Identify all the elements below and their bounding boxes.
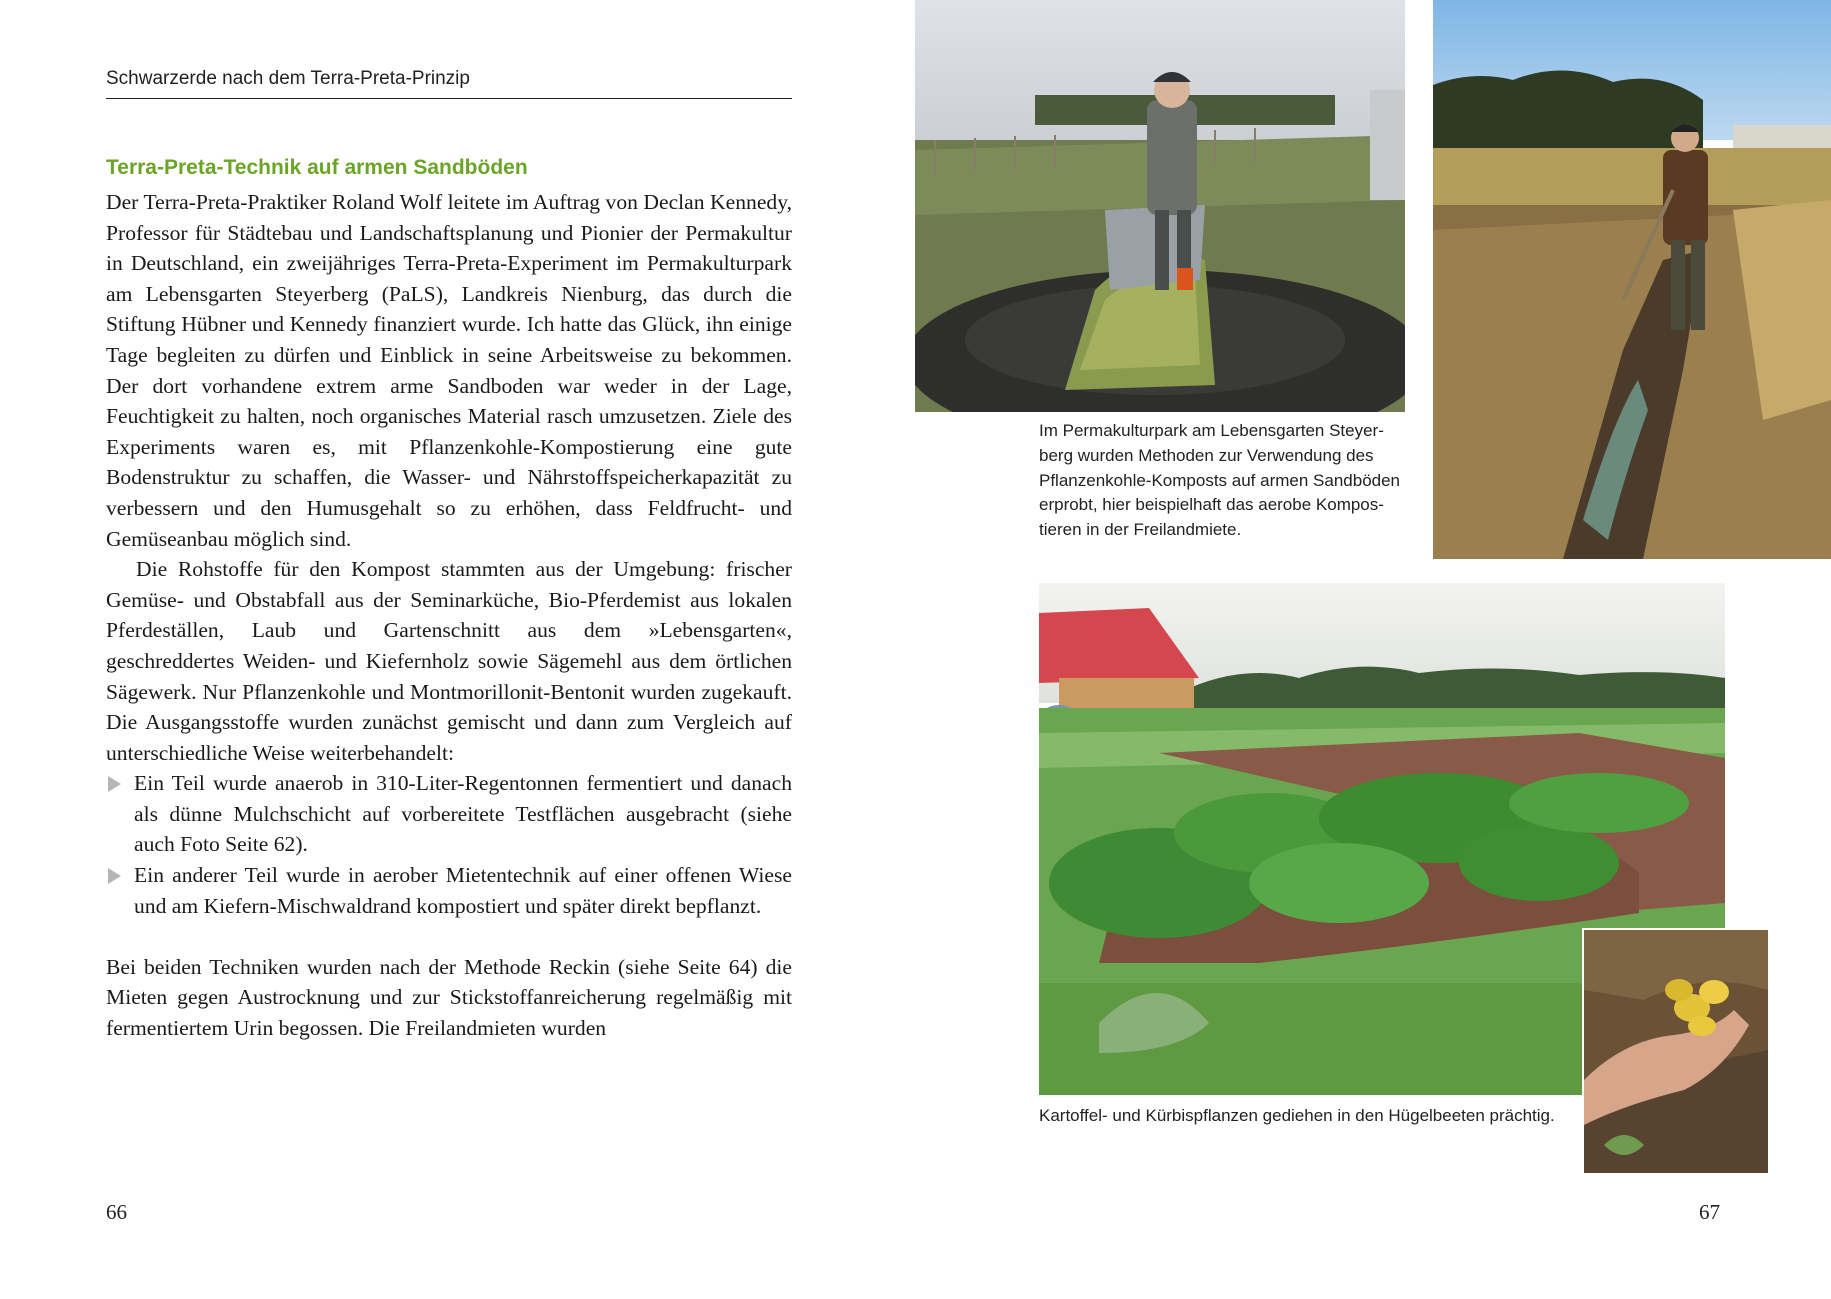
paragraph-2: Die Rohstoffe für den Kompost stammten aus der Umgebung: frischer Gemüse- und Obstabfall aus der Seminarküche, Bio-Pferdemist aus lokalen Pferdeställen, Laub und Gartenschnitt aus dem »Lebensgarten«, geschreddertes Weiden- und Kiefernholz sowie Sägemehl aus dem örtlichen Sägewerk. Nur Pflanzenkohle und Montmorillonit-Bentonit wurden zugekauft. Die Ausgangsstoffe wurden zunächst gemischt und dann zum Vergleich auf unterschiedliche Weise weiterbehandelt: [106,557,792,765]
paragraph-3: Bei beiden Techniken wurden nach der Methode Reckin (siehe Seite 64) die Mieten gegen Austrocknung und zur Stickstoffanreicherung regelmäßig mit fermentiertem Urin begossen. Die Freilandmieten wurden [106,954,792,1041]
running-head: Schwarzerde nach dem Terra-Preta-Prinzip [106,68,470,89]
page-number-right: 67 [1699,1200,1720,1224]
triangle-bullet-icon [108,776,121,792]
caption-bottom: Kartoffel- und Kürbispflanzen gediehen in den Hügelbeeten prächtig. [1039,1106,1555,1125]
photo-shoveling-compost [1433,0,1831,559]
bullet-list [106,768,792,921]
photo-wheelbarrow-compost [915,0,1405,412]
paragraph-1: Der Terra-Preta-Praktiker Roland Wolf leitete im Auftrag von Declan Kennedy, Professor für Städtebau und Landschaftsplanung und Pionier der Permakultur in Deutschland, ein zweijähriges Terra-Preta-Experiment im Permakulturpark am Lebensgarten Steyerberg (PaLS), Landkreis Nienburg, das durch die Stiftung Hübner und Kennedy finanziert wurde. Ich hatte das Glück, ihn einige Tage begleiten zu dürfen und Einblick in seine Arbeitsweise zu bekommen. Der dort vorhandene extrem arme Sandboden war weder in der Lage, Feuchtigkeit zu halten, noch organisches Material rasch umzusetzen. Ziele des Experiments waren es, mit Pflanzenkohle-Kompostierung eine gute Bodenstruktur zu schaffen, die Wasser- und Nährstoffspeicherkapazität zu verbessern und den Humusgehalt so zu erhöhen, dass Feldfrucht- und Gemüseanbau möglich sind. [106,190,792,551]
bullet-item [106,768,792,860]
section-heading: Terra-Preta-Technik auf armen Sandböden [106,156,528,179]
photo-hand-potatoes-inset [1582,928,1770,1175]
triangle-bullet-icon [108,868,121,884]
body-text-column [106,187,792,1044]
bullet-text: Ein anderer Teil wurde in aerober Mietentechnik auf einer offenen Wiese und am Kiefern-Mischwaldrand kompostiert und später direkt bepflanzt. [134,863,792,918]
bullet-item [106,860,792,921]
caption-top: Im Permakulturpark am Lebensgarten Steyerberg wurden Methoden zur Verwendung des Pflanzenkohle-Komposts auf armen Sandböden erprobt, hier beispielhaft das aerobe Kompostieren in der Freilandmiete. [1039,421,1401,540]
header-rule [106,98,792,99]
page-number-left: 66 [106,1200,127,1224]
bullet-text: Ein Teil wurde anaerob in 310-Liter-Regentonnen fermentiert und danach als dünne Mulchschicht auf vorbereitete Testflächen ausgebracht (siehe auch Foto Seite 62). [134,771,792,857]
paragraph-gap [106,921,792,952]
